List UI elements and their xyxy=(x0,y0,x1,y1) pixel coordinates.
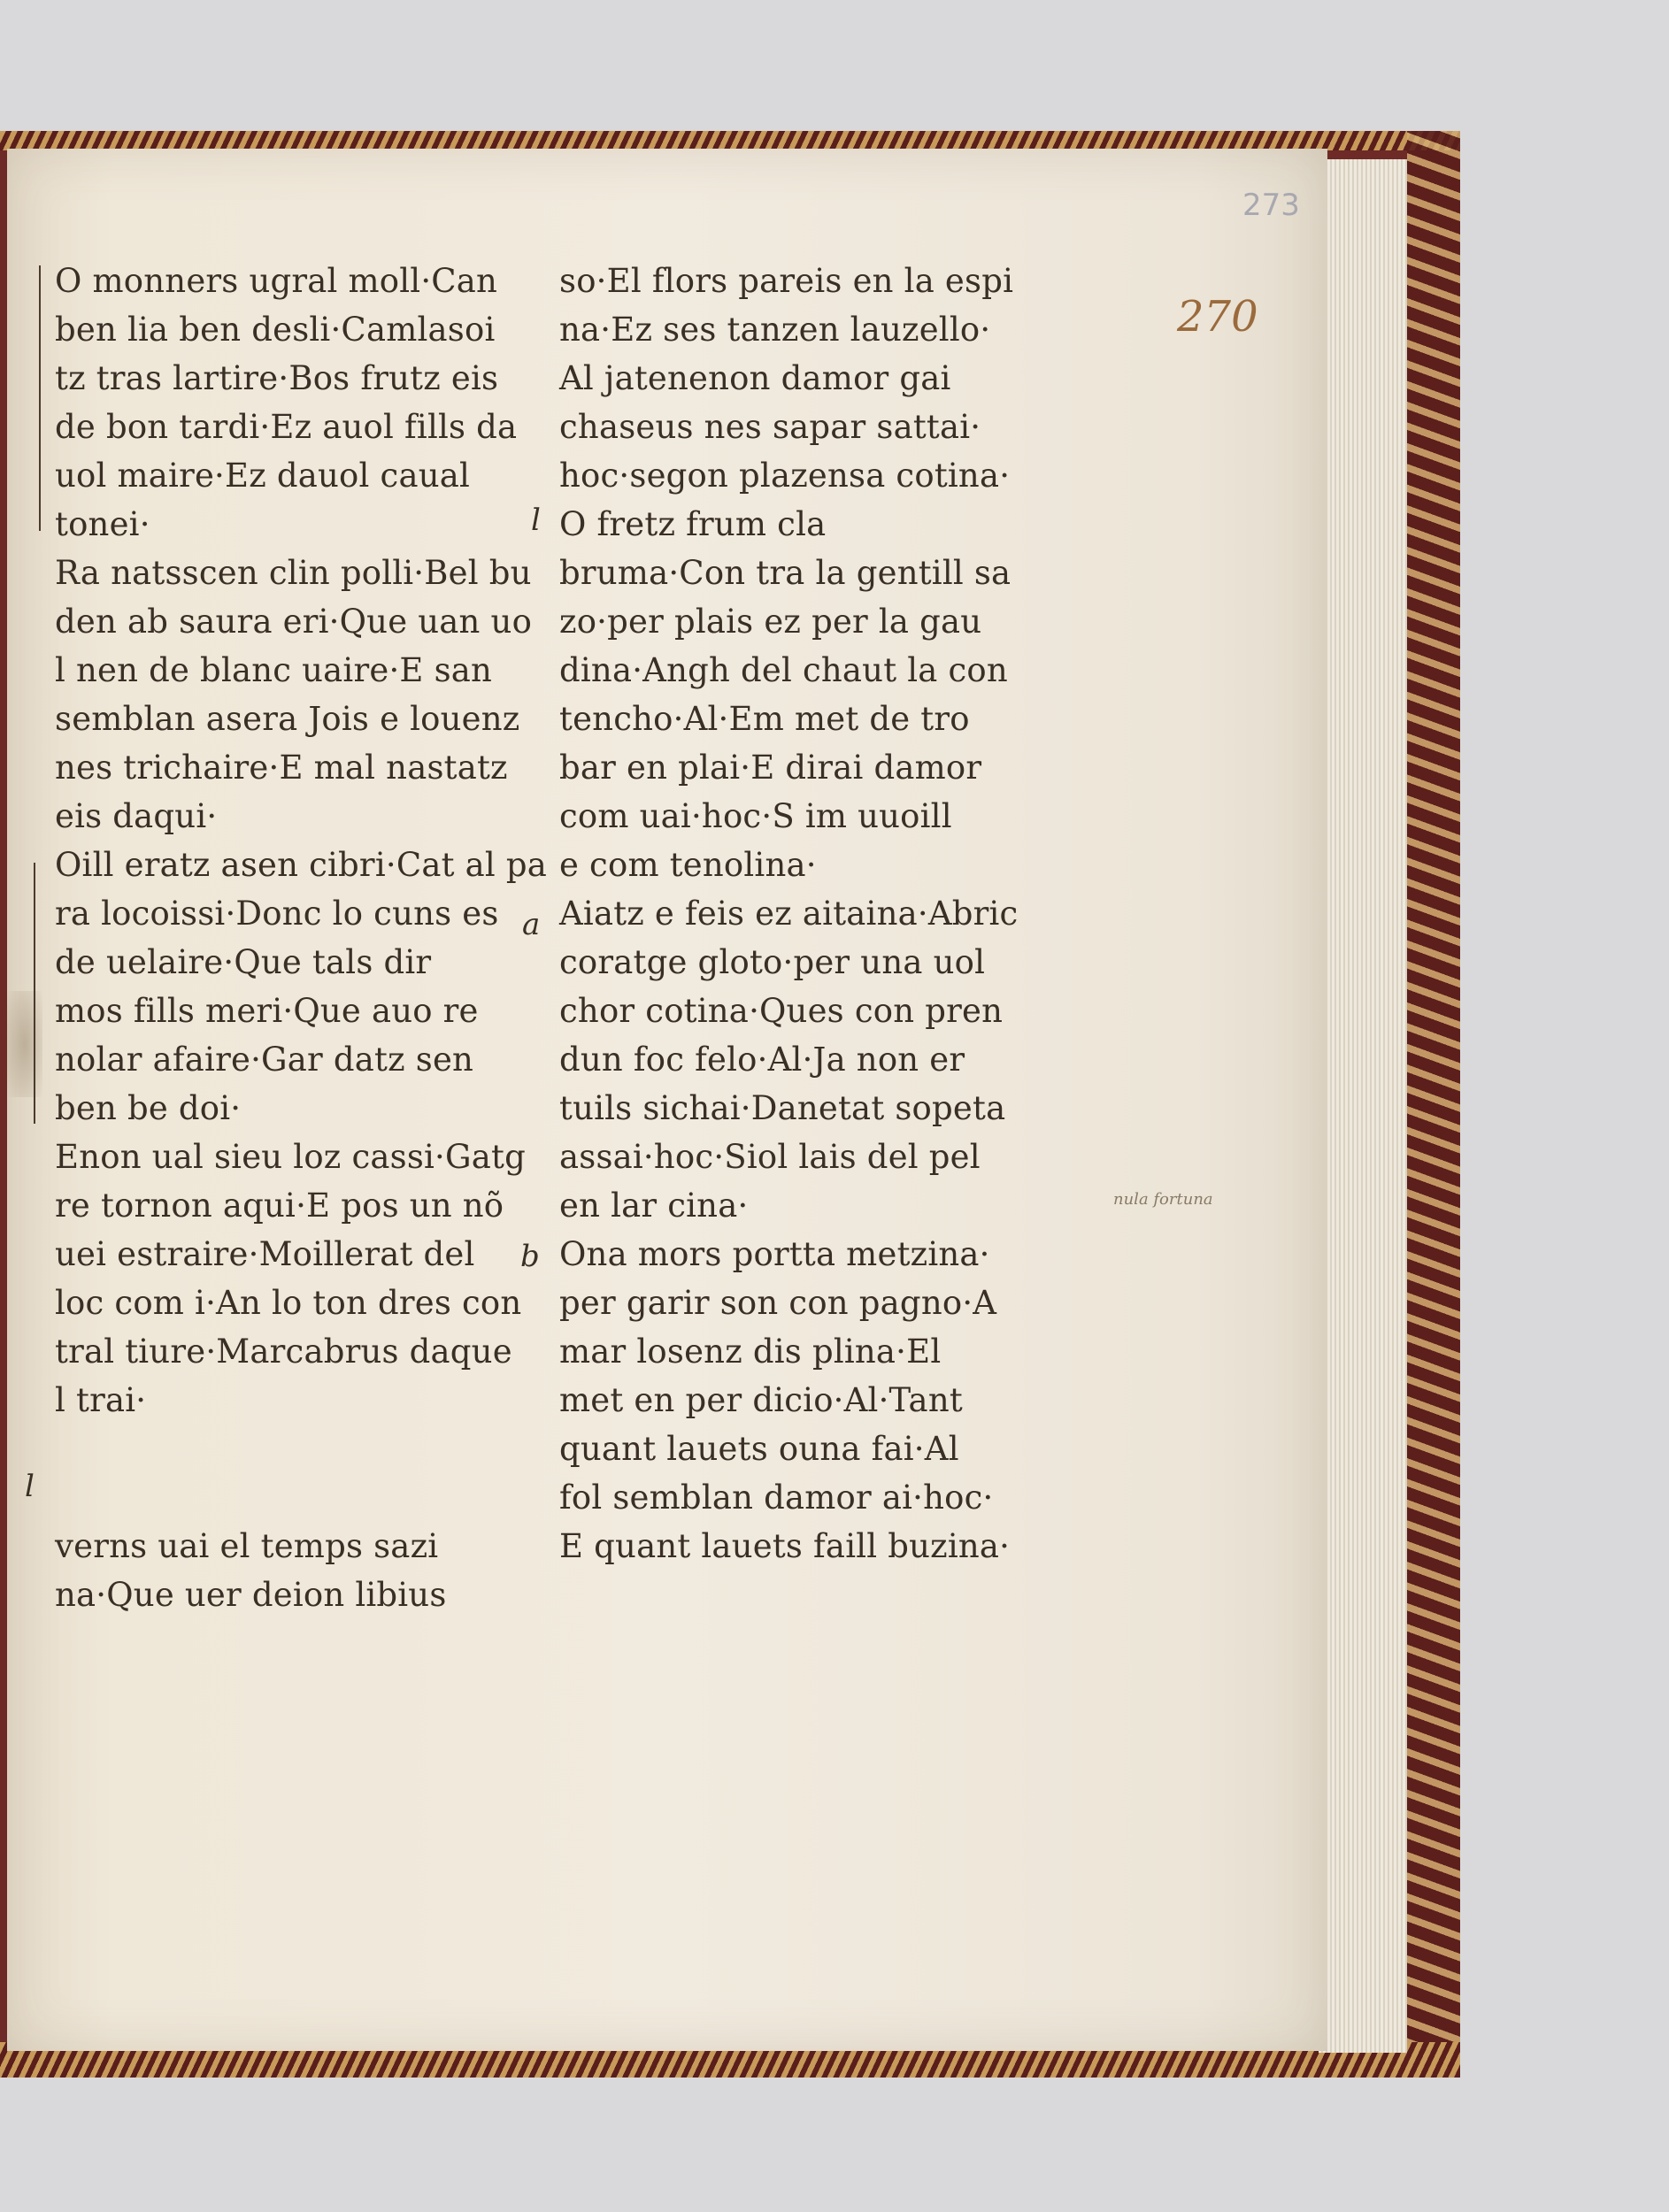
text-line: Oill eratz asen cibri·Cat al pa xyxy=(55,846,548,884)
text-line: na·Ez ses tanzen lauzello· xyxy=(559,311,991,349)
page-stain xyxy=(7,991,42,1097)
text-line: na·Que uer deion libius xyxy=(55,1576,447,1614)
text-line: uei estraire·Moillerat del xyxy=(55,1235,475,1273)
text-line: bruma·Con tra la gentill sa xyxy=(559,554,1011,592)
text-line: zo·per plais ez per la gau xyxy=(559,603,982,641)
text-line: O monners ugral moll·Can xyxy=(55,262,498,300)
text-line: chaseus nes sapar sattai· xyxy=(559,408,981,446)
text-line: assai·hoc·Siol lais del pel xyxy=(559,1138,981,1176)
text-line: O fretz frum cla xyxy=(559,505,827,543)
text-line: Al jatenenon damor gai xyxy=(559,359,951,397)
text-line: nes trichaire·E mal nastatz xyxy=(55,749,508,787)
text-line: Enon ual sieu loz cassi·Gatg xyxy=(55,1138,526,1176)
text-line: ra locoissi·Donc lo cuns es xyxy=(55,895,499,933)
binding-border-top xyxy=(0,131,1460,150)
modern-foliation: 273 xyxy=(1242,188,1300,223)
guide-letter: a xyxy=(522,907,541,942)
text-line: den ab saura eri·Que uan uo xyxy=(55,603,533,641)
text-line: coratge gloto·per una uol xyxy=(559,943,986,981)
text-line: bar en plai·E dirai damor xyxy=(559,749,982,787)
text-line: loc com i·An lo ton dres con xyxy=(55,1284,522,1322)
page-block-edges xyxy=(1319,159,1407,2053)
guide-letter: b xyxy=(520,1239,540,1274)
text-line: hoc·segon plazensa cotina· xyxy=(559,457,1011,495)
text-line: l trai· xyxy=(55,1381,147,1419)
text-line: dun foc felo·Al·Ja non er xyxy=(559,1041,965,1079)
text-line: re tornon aqui·E pos un nõ xyxy=(55,1187,504,1225)
verse-bracket xyxy=(39,265,41,531)
text-line: de uelaire·Que tals dir xyxy=(55,943,432,981)
text-line: ben be doi· xyxy=(55,1089,242,1127)
text-line: nolar afaire·Gar datz sen xyxy=(55,1041,474,1079)
text-line: eis daqui· xyxy=(55,797,218,835)
text-line: chor cotina·Ques con pren xyxy=(559,992,1004,1030)
text-line: tencho·Al·Em met de tro xyxy=(559,700,970,738)
text-line: mar losenz dis plina·El xyxy=(559,1333,942,1371)
guide-letter: l xyxy=(25,1469,35,1504)
text-line: l nen de blanc uaire·E san xyxy=(55,651,493,689)
text-line: en lar cina· xyxy=(559,1187,749,1225)
text-line: tral tiure·Marcabrus daque xyxy=(55,1333,512,1371)
text-line: e com tenolina· xyxy=(559,846,817,884)
text-column-right xyxy=(559,257,1018,1571)
text-line: per garir son con pagno·A xyxy=(559,1284,997,1322)
text-line: mos fills meri·Que auo re xyxy=(55,992,479,1030)
text-line: met en per dicio·Al·Tant xyxy=(559,1381,963,1419)
text-line: uol maire·Ez dauol caual xyxy=(55,457,471,495)
text-line: Aiatz e feis ez aitaina·Abric xyxy=(559,895,1019,933)
text-line: ben lia ben desli·Camlasoi xyxy=(55,311,496,349)
text-column-left xyxy=(55,257,547,1619)
text-line: quant lauets ouna fai·Al xyxy=(559,1430,959,1468)
old-foliation: 270 xyxy=(1177,292,1258,342)
text-line: tz tras lartire·Bos frutz eis xyxy=(55,359,499,397)
text-line: Ona mors portta metzina· xyxy=(559,1235,990,1273)
text-line: dina·Angh del chaut la con xyxy=(559,651,1008,689)
text-line: so·El flors pareis en la espi xyxy=(559,262,1014,300)
text-line: Ra natsscen clin polli·Bel bu xyxy=(55,554,532,592)
text-line: de bon tardi·Ez auol fills da xyxy=(55,408,518,446)
text-line: tuils sichai·Danetat sopeta xyxy=(559,1089,1006,1127)
text-line: com uai·hoc·S im uuoill xyxy=(559,797,952,835)
margin-annotation: nula fortuna xyxy=(1113,1190,1213,1209)
text-line: verns uai el temps sazi xyxy=(55,1527,439,1565)
text-line: fol semblan damor ai·hoc· xyxy=(559,1479,994,1517)
verse-bracket xyxy=(34,863,35,1124)
binding-border-right xyxy=(1407,131,1460,2078)
guide-letter: l xyxy=(531,503,541,538)
text-line: semblan asera Jois e louenz xyxy=(55,700,520,738)
text-line xyxy=(55,1425,547,1522)
text-line: E quant lauets faill buzina· xyxy=(559,1527,1011,1565)
text-line: tonei· xyxy=(55,505,150,543)
